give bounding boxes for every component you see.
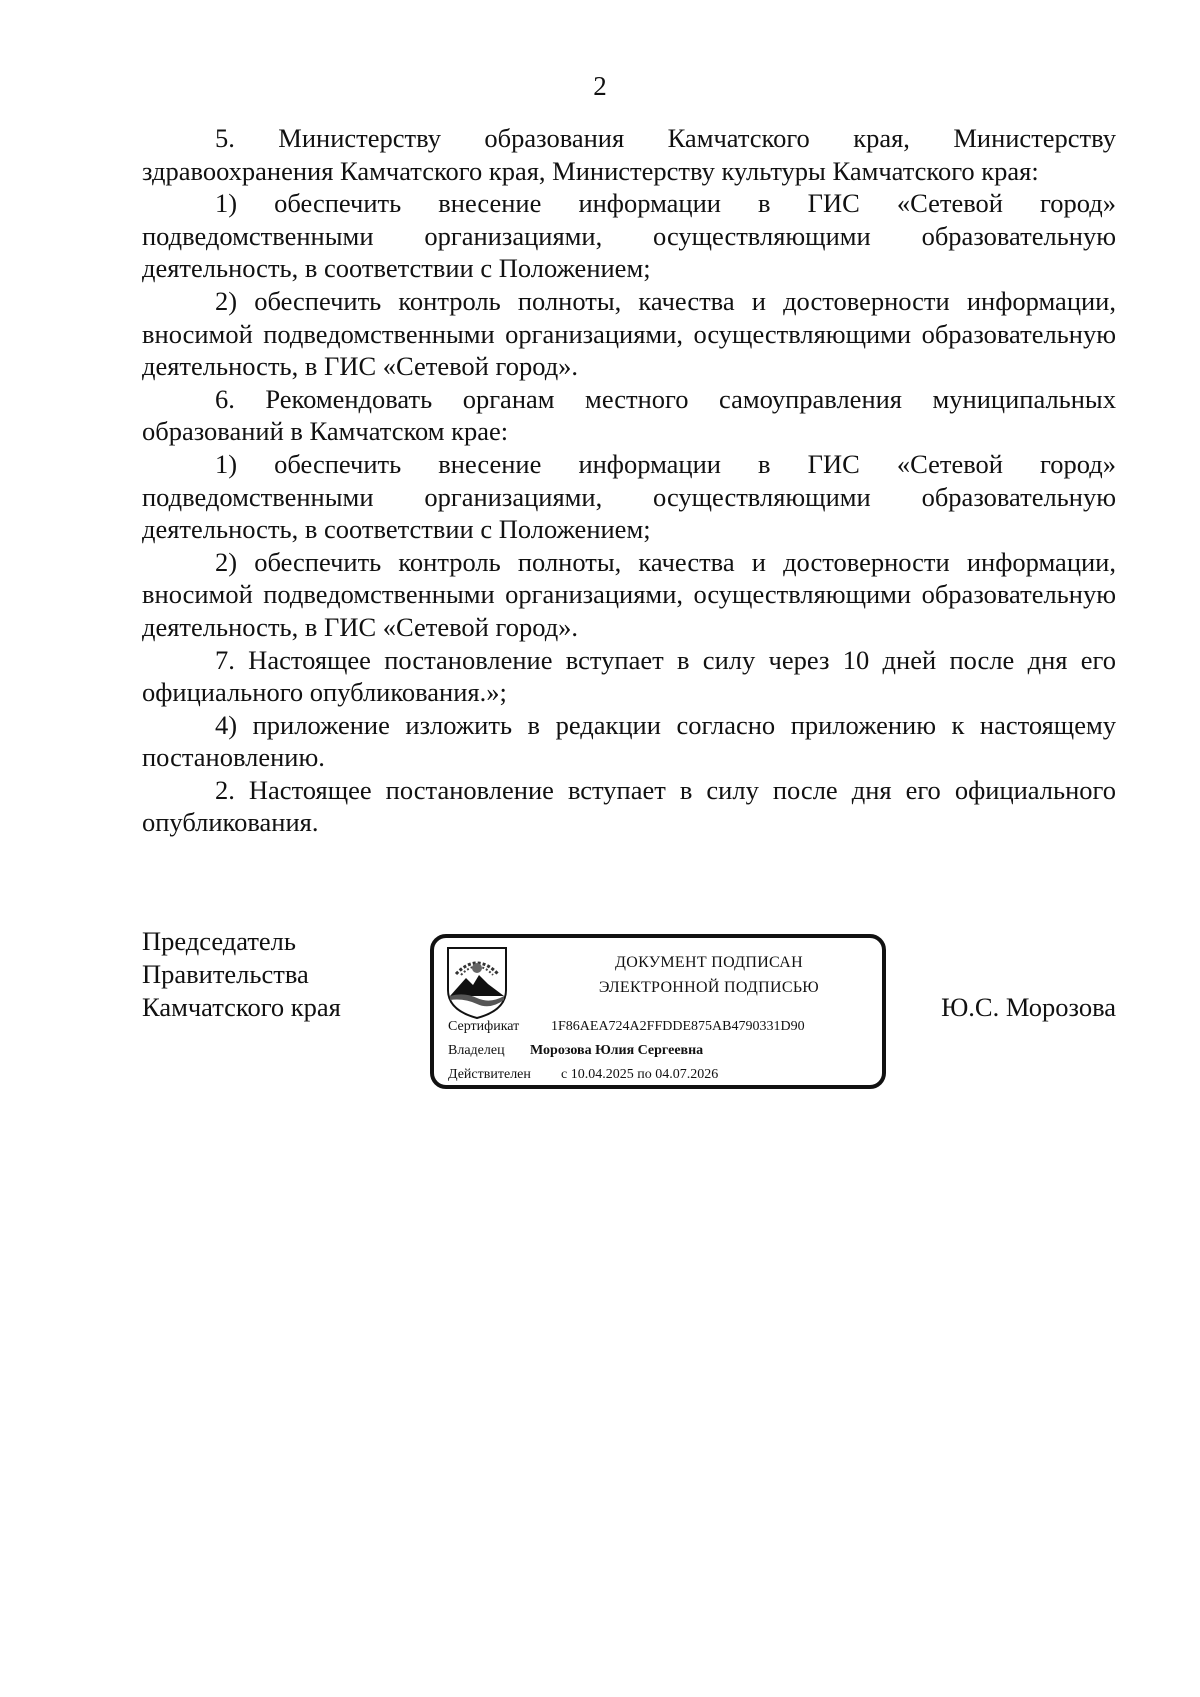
kamchatka-coat-of-arms-icon <box>444 944 510 1020</box>
owner-label: Владелец <box>448 1043 505 1058</box>
paragraph-item-7: 7. Настоящее постановление вступает в силу через 10 дней после дня его официального опубликования.»; <box>142 644 1116 708</box>
validity-label: Действителен <box>448 1067 531 1082</box>
stamp-title <box>544 950 874 1000</box>
certificate-value: 1F86AEA724A2FFDDE875AB4790331D90 <box>551 1019 805 1034</box>
stamp-title-line: ЭЛЕКТРОННОЙ ПОДПИСЬЮ <box>598 979 820 996</box>
paragraph-effective-date: 2. Настоящее постановление вступает в силу после дня его официального опубликования. <box>142 774 1116 838</box>
signatory-position-line: Правительства <box>142 959 309 989</box>
paragraph-item-6-2: 2) обеспечить контроль полноты, качества и достоверности информации, вносимой подведомственными организациями, осуществляющими образовательную деятельность, в ГИС «Сетевой город». <box>142 546 1116 642</box>
signatory-position-line: Председатель <box>142 926 296 956</box>
paragraph-item-5-2: 2) обеспечить контроль полноты, качества и достоверности информации, вносимой подведомственными организациями, осуществляющими образовательную деятельность, в ГИС «Сетевой город». <box>142 285 1116 382</box>
signatory-position <box>142 925 341 1024</box>
stamp-title-line: ДОКУМЕНТ ПОДПИСАН <box>615 954 803 971</box>
document-body <box>142 122 1116 839</box>
stamp-validity-row <box>448 1066 719 1084</box>
stamp-certificate-row <box>448 1018 805 1036</box>
paragraph-item-5-1: 1) обеспечить внесение информации в ГИС «Сетевой город» подведомственными организациями, осуществляющими образовательную деятельность, в соответствии с Положением; <box>142 188 1116 284</box>
paragraph-subitem-4: 4) приложение изложить в редакции согласно приложению к настоящему постановлению. <box>142 709 1116 773</box>
electronic-signature-stamp <box>430 934 886 1089</box>
paragraph-item-6-1: 1) обеспечить внесение информации в ГИС «Сетевой город» подведомственными организациями, осуществляющими образовательную деятельность, в соответствии с Положением; <box>142 448 1116 545</box>
owner-value: Морозова Юлия Сергеевна <box>530 1043 704 1058</box>
page-number: 2 <box>593 71 607 101</box>
stamp-owner-row <box>448 1042 704 1060</box>
certificate-label: Сертификат <box>448 1019 520 1034</box>
paragraph-item-5: 5. Министерству образования Камчатского края, Министерству здравоохранения Камчатского края, Министерству культуры Камчатского края: <box>142 123 1116 186</box>
paragraph-item-6: 6. Рекомендовать органам местного самоуправления муниципальных образований в Камчатском крае: <box>142 383 1116 447</box>
validity-value: с 10.04.2025 по 04.07.2026 <box>561 1067 719 1082</box>
signatory-position-line: Камчатского края <box>142 992 341 1022</box>
signatory-name: Ю.С. Морозова <box>941 992 1116 1022</box>
